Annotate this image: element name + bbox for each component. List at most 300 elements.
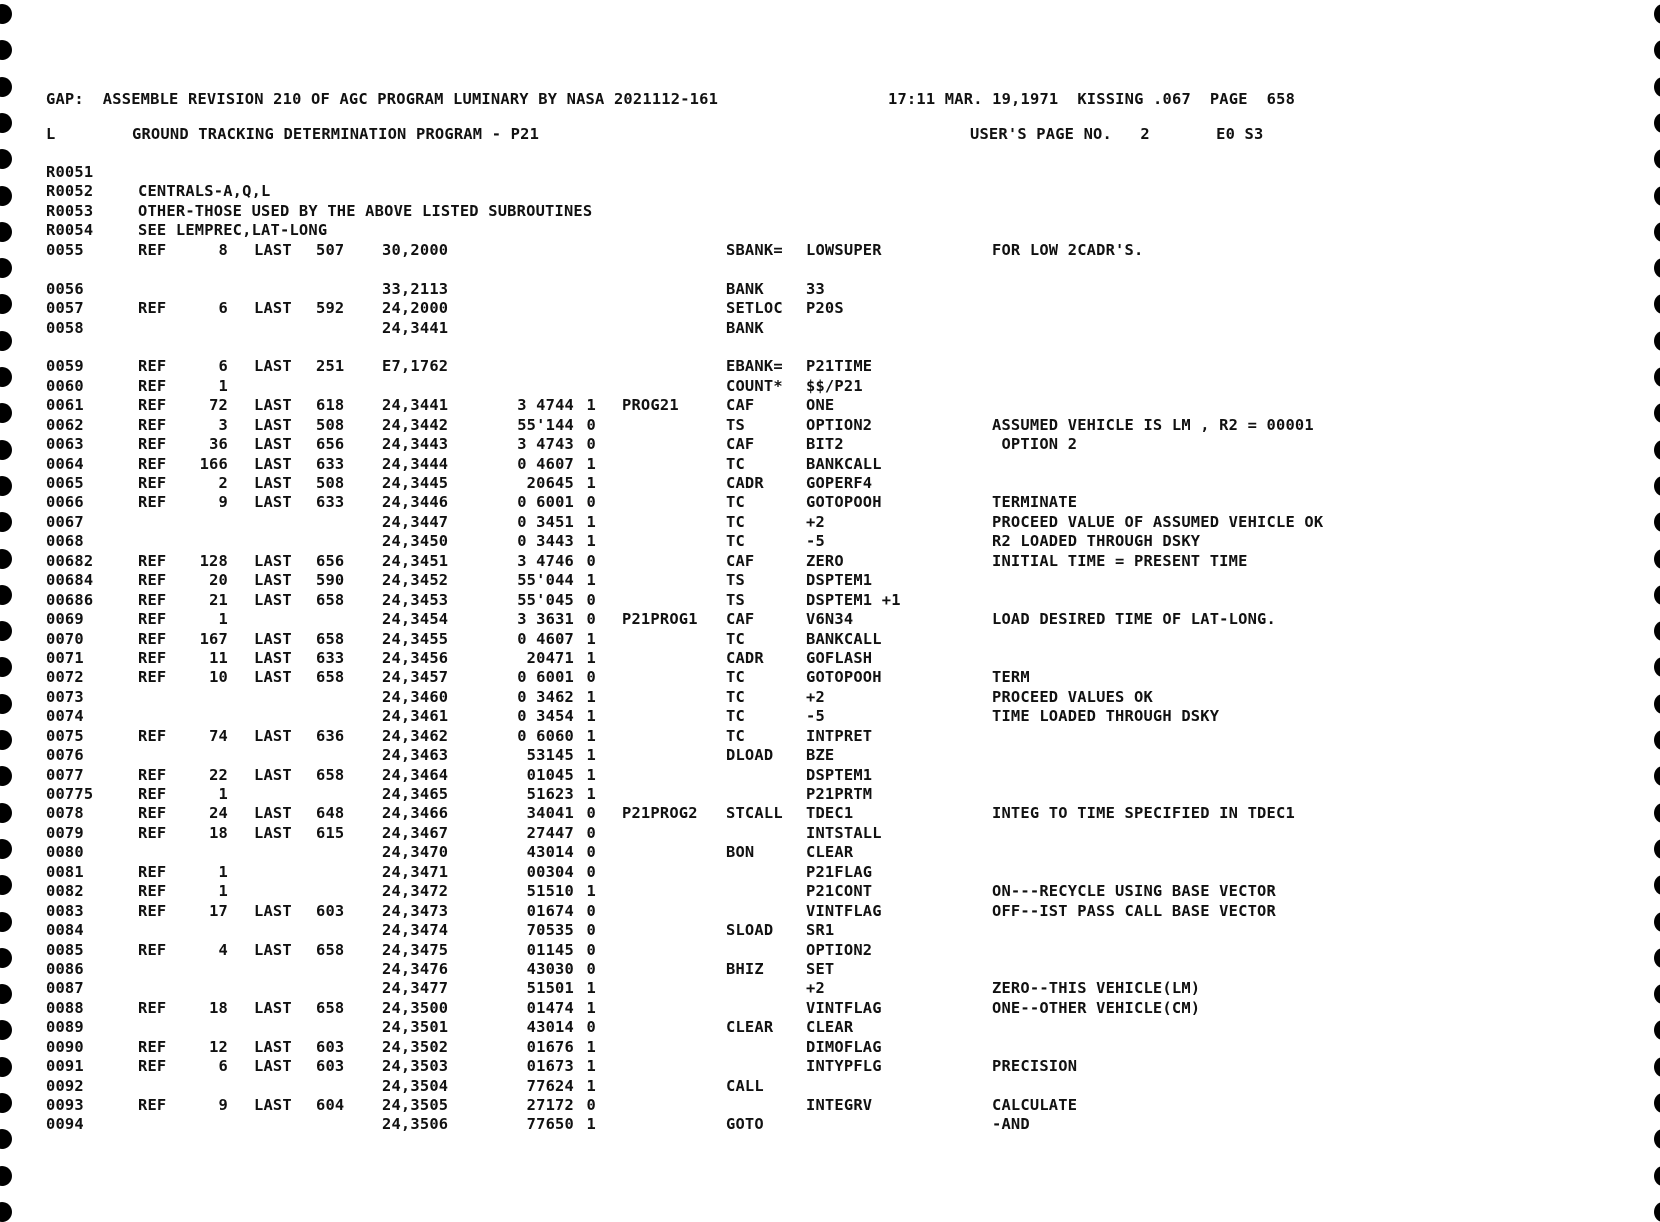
comment: OPTION 2: [992, 435, 1078, 454]
line-number: 0079: [46, 823, 84, 842]
tractor-hole: [1654, 440, 1660, 460]
last-keyword: LAST: [254, 823, 292, 842]
last-line: 656: [316, 551, 345, 570]
listing-line: [46, 902, 1566, 921]
opcode: TC: [726, 512, 745, 531]
operand: TDEC1: [806, 804, 854, 823]
ref-keyword: REF: [138, 765, 167, 784]
address: 24,3441: [382, 396, 449, 415]
line-number: 0084: [46, 921, 84, 940]
listing-line: [46, 1038, 1566, 1057]
listing-line: [46, 182, 1566, 201]
octal-word: 0 6060: [517, 726, 574, 745]
address: 24,3467: [382, 823, 449, 842]
ref-count: 1: [218, 376, 228, 395]
last-line: 603: [316, 1037, 345, 1056]
line-number: 00686: [46, 590, 94, 609]
ref-keyword: REF: [138, 785, 167, 803]
ref-count: 128: [199, 551, 228, 570]
operand: +2: [806, 512, 825, 531]
opcode: CALL: [726, 1076, 764, 1095]
tractor-hole: [1654, 621, 1660, 641]
last-keyword: LAST: [254, 571, 292, 590]
blank-line: [46, 260, 1566, 279]
last-line: 615: [316, 823, 345, 842]
parity: 0: [586, 435, 596, 454]
last-keyword: LAST: [254, 668, 292, 687]
listing-line: [46, 202, 1566, 221]
line-number: 0089: [46, 1018, 84, 1037]
opcode: CAF: [726, 551, 755, 570]
listing-line: [46, 630, 1566, 649]
line-number: 0085: [46, 940, 84, 959]
line-number: 0086: [46, 959, 84, 978]
line-number: 0069: [46, 610, 84, 629]
address: 24,3475: [382, 940, 449, 959]
tractor-hole: [1654, 186, 1660, 206]
line-number: 0088: [46, 998, 84, 1017]
tractor-hole: [0, 1129, 12, 1149]
operand: GOFLASH: [806, 648, 873, 667]
operand: -5: [806, 532, 825, 551]
line-number: 0067: [46, 512, 84, 531]
operand: CLEAR: [806, 1018, 854, 1037]
tractor-hole: [0, 912, 12, 932]
octal-word: 0 6001: [517, 493, 574, 512]
comment: R2 LOADED THROUGH DSKY: [992, 532, 1201, 551]
last-keyword: LAST: [254, 629, 292, 648]
operand: +2: [806, 979, 825, 998]
line-number: 0081: [46, 862, 84, 881]
octal-word: 01145: [526, 940, 574, 959]
octal-word: 0 3462: [517, 687, 574, 706]
line-number: 0074: [46, 707, 84, 726]
last-line: 508: [316, 415, 345, 434]
line-number: 0077: [46, 765, 84, 784]
last-line: 656: [316, 435, 345, 454]
listing-line: [46, 688, 1566, 707]
listing-line: [46, 241, 1566, 260]
operand: 33: [806, 279, 825, 298]
octal-word: 34041: [526, 804, 574, 823]
last-keyword: LAST: [254, 804, 292, 823]
tractor-hole: [1654, 694, 1660, 714]
opcode: BHIZ: [726, 959, 764, 978]
parity: 1: [586, 765, 596, 784]
octal-word: 0 4607: [517, 454, 574, 473]
comment: ON---RECYCLE USING BASE VECTOR: [992, 882, 1276, 901]
tractor-hole: [1654, 367, 1660, 387]
tractor-hole: [0, 657, 12, 677]
opcode: TC: [726, 493, 745, 512]
operand: P21PRTM: [806, 785, 873, 803]
address: 24,3441: [382, 318, 449, 337]
remark-text: CENTRALS-A,Q,L: [138, 182, 271, 201]
user-page-number: USER'S PAGE NO. 2 E0 S3: [970, 125, 1264, 143]
opcode: CAF: [726, 610, 755, 629]
line-number: 0066: [46, 493, 84, 512]
tractor-hole: [1654, 77, 1660, 97]
parity: 0: [586, 901, 596, 920]
parity: 1: [586, 998, 596, 1017]
label: PROG21: [622, 396, 679, 415]
listing-body: [46, 163, 1566, 1135]
octal-word: 0 3443: [517, 532, 574, 551]
last-keyword: LAST: [254, 551, 292, 570]
tractor-hole: [0, 476, 12, 496]
page-header: [46, 90, 1566, 125]
address: 24,3442: [382, 415, 449, 434]
opcode: CADR: [726, 648, 764, 667]
listing-line: [46, 455, 1566, 474]
operand: P21CONT: [806, 882, 873, 901]
tractor-hole: [1654, 294, 1660, 314]
opcode: TS: [726, 571, 745, 590]
opcode: TC: [726, 726, 745, 745]
parity: 0: [586, 862, 596, 881]
operand: ONE: [806, 396, 835, 415]
parity: 1: [586, 571, 596, 590]
operand: ZERO: [806, 551, 844, 570]
tractor-hole: [0, 77, 12, 97]
line-number: 00775: [46, 785, 94, 803]
address: 24,3444: [382, 454, 449, 473]
address: 24,3503: [382, 1057, 449, 1076]
line-number: 0075: [46, 726, 84, 745]
ref-count: 18: [209, 998, 228, 1017]
address: 24,3450: [382, 532, 449, 551]
line-number: 0082: [46, 882, 84, 901]
right-tractor-holes: [1632, 0, 1660, 1203]
ref-keyword: REF: [138, 940, 167, 959]
octal-word: 20471: [526, 648, 574, 667]
ref-keyword: REF: [138, 1057, 167, 1076]
opcode: GOTO: [726, 1115, 764, 1134]
address: 24,3456: [382, 648, 449, 667]
parity: 0: [586, 590, 596, 609]
tractor-hole: [0, 294, 12, 314]
comment: PRECISION: [992, 1057, 1078, 1076]
comment: INTEG TO TIME SPECIFIED IN TDEC1: [992, 804, 1295, 823]
ref-keyword: REF: [138, 998, 167, 1017]
ref-keyword: REF: [138, 396, 167, 415]
ref-count: 18: [209, 823, 228, 842]
tractor-hole: [0, 1093, 12, 1113]
header-timestamp: 17:11 MAR. 19,1971 KISSING .067 PAGE 658: [888, 90, 1296, 108]
octal-word: 01045: [526, 765, 574, 784]
ref-count: 6: [218, 357, 228, 376]
address: 33,2113: [382, 279, 449, 298]
ref-keyword: REF: [138, 823, 167, 842]
last-keyword: LAST: [254, 1096, 292, 1114]
tractor-hole: [1654, 476, 1660, 496]
listing-line: [46, 280, 1566, 299]
address: E7,1762: [382, 357, 449, 376]
listing-line: [46, 163, 1566, 182]
tractor-hole: [0, 258, 12, 278]
opcode: TS: [726, 590, 745, 609]
ref-keyword: REF: [138, 1096, 167, 1114]
parity: 1: [586, 979, 596, 998]
tractor-hole: [1654, 549, 1660, 569]
address: 24,3471: [382, 862, 449, 881]
last-line: 507: [316, 240, 345, 259]
ref-count: 4: [218, 940, 228, 959]
tractor-hole: [0, 40, 12, 60]
comment: FOR LOW 2CADR'S.: [992, 240, 1144, 259]
address: 24,3505: [382, 1096, 449, 1114]
line-number: 0061: [46, 396, 84, 415]
last-line: 604: [316, 1096, 345, 1114]
operand: BZE: [806, 746, 835, 765]
line-number: 0057: [46, 299, 84, 318]
last-line: 658: [316, 629, 345, 648]
line-number: 0064: [46, 454, 84, 473]
octal-word: 0 6001: [517, 668, 574, 687]
operand: DSPTEM1 +1: [806, 590, 901, 609]
last-line: 658: [316, 940, 345, 959]
operand: DSPTEM1: [806, 765, 873, 784]
listing-line: [46, 649, 1566, 668]
remark-text: SEE LEMPREC,LAT-LONG: [138, 221, 328, 240]
comment: CALCULATE: [992, 1096, 1078, 1114]
tractor-hole: [0, 186, 12, 206]
tractor-hole: [0, 331, 12, 351]
octal-word: 51623: [526, 785, 574, 803]
parity: 1: [586, 707, 596, 726]
listing-line: [46, 1057, 1566, 1076]
line-number: 0078: [46, 804, 84, 823]
ref-count: 22: [209, 765, 228, 784]
ref-count: 3: [218, 415, 228, 434]
ref-keyword: REF: [138, 882, 167, 901]
listing-line: [46, 1018, 1566, 1037]
ref-count: 1: [218, 785, 228, 803]
comment: PROCEED VALUES OK: [992, 687, 1153, 706]
tractor-hole: [1654, 657, 1660, 677]
tractor-hole: [1654, 4, 1660, 24]
last-line: 590: [316, 571, 345, 590]
address: 24,3460: [382, 687, 449, 706]
ref-count: 6: [218, 299, 228, 318]
parity: 1: [586, 474, 596, 492]
ref-count: 9: [218, 1096, 228, 1114]
octal-word: 27172: [526, 1096, 574, 1114]
address: 24,3443: [382, 435, 449, 454]
ref-keyword: REF: [138, 435, 167, 454]
ref-count: 9: [218, 493, 228, 512]
address: 24,3470: [382, 843, 449, 862]
line-number: 0070: [46, 629, 84, 648]
operand: OPTION2: [806, 940, 873, 959]
parity: 0: [586, 823, 596, 842]
ref-keyword: REF: [138, 474, 167, 492]
operand: P21FLAG: [806, 862, 873, 881]
ref-count: 2: [218, 474, 228, 492]
operand: SR1: [806, 921, 835, 940]
listing-line: [46, 591, 1566, 610]
last-line: 658: [316, 765, 345, 784]
ref-count: 21: [209, 590, 228, 609]
tractor-hole: [0, 766, 12, 786]
opcode: CLEAR: [726, 1018, 774, 1037]
octal-word: 01673: [526, 1057, 574, 1076]
tractor-hole: [0, 1166, 12, 1186]
operand: P21TIME: [806, 357, 873, 376]
tractor-hole: [0, 803, 12, 823]
opcode: TC: [726, 532, 745, 551]
left-tractor-holes: [0, 0, 28, 1203]
comment: ASSUMED VEHICLE IS LM , R2 = 00001: [992, 415, 1314, 434]
line-number: R0053: [46, 201, 94, 220]
address: 24,3452: [382, 571, 449, 590]
line-number: 0055: [46, 240, 84, 259]
line-number: 0091: [46, 1057, 84, 1076]
last-keyword: LAST: [254, 474, 292, 492]
tractor-hole: [1654, 512, 1660, 532]
listing-line: [46, 1077, 1566, 1096]
address: 24,3501: [382, 1018, 449, 1037]
ref-count: 11: [209, 648, 228, 667]
ref-count: 167: [199, 629, 228, 648]
ref-keyword: REF: [138, 901, 167, 920]
listing-line: [46, 474, 1566, 493]
listing-line: [46, 863, 1566, 882]
tractor-hole: [0, 621, 12, 641]
parity: 0: [586, 551, 596, 570]
line-number: 00682: [46, 551, 94, 570]
last-keyword: LAST: [254, 357, 292, 376]
ref-count: 8: [218, 240, 228, 259]
operand: VINTFLAG: [806, 901, 882, 920]
tractor-hole: [0, 1202, 12, 1222]
listing-line: [46, 941, 1566, 960]
parity: 0: [586, 804, 596, 823]
last-line: 658: [316, 590, 345, 609]
parity: 1: [586, 629, 596, 648]
address: 24,3462: [382, 726, 449, 745]
address: 24,3463: [382, 746, 449, 765]
operand: SET: [806, 959, 835, 978]
page-subheader: [46, 125, 1566, 163]
octal-word: 43014: [526, 1018, 574, 1037]
opcode: TC: [726, 687, 745, 706]
label: P21PROG1: [622, 610, 698, 629]
last-line: 658: [316, 668, 345, 687]
last-keyword: LAST: [254, 590, 292, 609]
listing-line: [46, 804, 1566, 823]
operand: BANKCALL: [806, 454, 882, 473]
comment: TERMINATE: [992, 493, 1078, 512]
tractor-hole: [1654, 258, 1660, 278]
tractor-hole: [0, 1020, 12, 1040]
listing-line: [46, 1115, 1566, 1134]
address: 24,3472: [382, 882, 449, 901]
comment: PROCEED VALUE OF ASSUMED VEHICLE OK: [992, 512, 1324, 531]
parity: 1: [586, 882, 596, 901]
line-number: 0083: [46, 901, 84, 920]
address: 24,3473: [382, 901, 449, 920]
tractor-hole: [1654, 40, 1660, 60]
operand: INTEGRV: [806, 1096, 873, 1114]
ref-keyword: REF: [138, 493, 167, 512]
opcode: BANK: [726, 318, 764, 337]
octal-word: 55'144: [517, 415, 574, 434]
listing-line: [46, 416, 1566, 435]
operand: P20S: [806, 299, 844, 318]
last-line: 658: [316, 998, 345, 1017]
line-number: 0060: [46, 376, 84, 395]
tractor-hole: [1654, 149, 1660, 169]
tractor-hole: [0, 4, 12, 24]
tractor-hole: [0, 549, 12, 569]
tractor-hole: [1654, 1166, 1660, 1186]
line-number: 0080: [46, 843, 84, 862]
octal-word: 20645: [526, 474, 574, 492]
opcode: TS: [726, 415, 745, 434]
line-number: 0063: [46, 435, 84, 454]
tractor-hole: [1654, 403, 1660, 423]
address: 24,3506: [382, 1115, 449, 1134]
listing-line: [46, 766, 1566, 785]
ref-count: 20: [209, 571, 228, 590]
last-keyword: LAST: [254, 493, 292, 512]
address: 24,3476: [382, 959, 449, 978]
opcode: TC: [726, 454, 745, 473]
listing-line: [46, 746, 1566, 765]
listing-line: [46, 493, 1566, 512]
address: 24,2000: [382, 299, 449, 318]
last-keyword: LAST: [254, 648, 292, 667]
ref-count: 1: [218, 610, 228, 629]
tractor-hole: [0, 113, 12, 133]
line-number: 0093: [46, 1096, 84, 1114]
ref-count: 6: [218, 1057, 228, 1076]
octal-word: 51510: [526, 882, 574, 901]
tractor-hole: [1654, 730, 1660, 750]
listing-line: [46, 668, 1566, 687]
opcode: BON: [726, 843, 755, 862]
address: 24,3451: [382, 551, 449, 570]
ref-keyword: REF: [138, 357, 167, 376]
octal-word: 00304: [526, 862, 574, 881]
parity: 0: [586, 493, 596, 512]
parity: 1: [586, 687, 596, 706]
comment: INITIAL TIME = PRESENT TIME: [992, 551, 1248, 570]
parity: 0: [586, 921, 596, 940]
opcode: COUNT*: [726, 376, 783, 395]
listing-line: [46, 960, 1566, 979]
tractor-hole: [1654, 912, 1660, 932]
comment: -AND: [992, 1115, 1030, 1134]
parity: 1: [586, 1076, 596, 1095]
last-keyword: LAST: [254, 726, 292, 745]
ref-keyword: REF: [138, 629, 167, 648]
tractor-hole: [0, 875, 12, 895]
opcode: TC: [726, 629, 745, 648]
operand: V6N34: [806, 610, 854, 629]
tractor-hole: [1654, 331, 1660, 351]
last-keyword: LAST: [254, 1057, 292, 1076]
ref-keyword: REF: [138, 551, 167, 570]
listing-page: [46, 90, 1566, 1135]
octal-word: 43014: [526, 843, 574, 862]
address: 24,3461: [382, 707, 449, 726]
tractor-hole: [1654, 113, 1660, 133]
comment: ZERO--THIS VEHICLE(LM): [992, 979, 1201, 998]
octal-word: 01474: [526, 998, 574, 1017]
address: 24,3446: [382, 493, 449, 512]
